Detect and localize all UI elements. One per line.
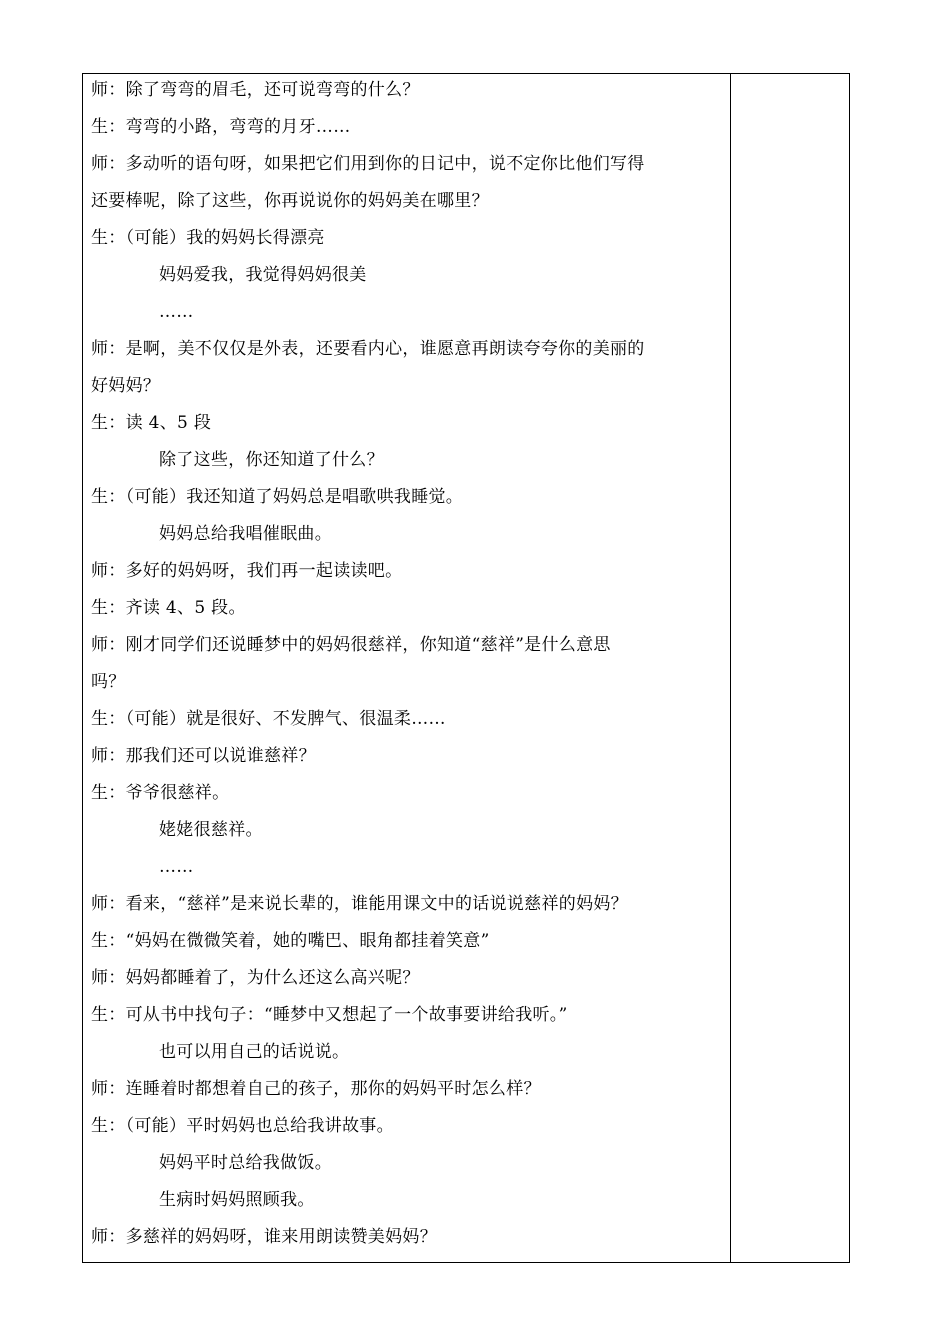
notes-cell: [731, 74, 849, 1262]
dialogue-line: 师：连睡着时都想着自己的孩子，那你的妈妈平时怎么样？: [91, 1079, 541, 1099]
dialogue-line: 妈妈总给我唱催眠曲。: [159, 524, 332, 544]
dialogue-line: 师：多慈祥的妈妈呀，谁来用朗读赞美妈妈？: [91, 1227, 437, 1247]
dialogue-line: 生：（可能）就是很好、不发脾气、很温柔……: [91, 709, 446, 729]
dialogue-line: 师：是啊，美不仅仅是外表，还要看内心，谁愿意再朗读夸夸你的美丽的: [91, 339, 645, 359]
dialogue-line: 生：“妈妈在微微笑着，她的嘴巴、眼角都挂着笑意”: [91, 931, 490, 951]
lesson-table: [82, 73, 850, 1263]
dialogue-line: 妈妈爱我，我觉得妈妈很美: [159, 265, 367, 285]
dialogue-line: 也可以用自己的话说说。: [159, 1042, 350, 1062]
dialogue-line: 吗？: [91, 672, 126, 692]
dialogue-line: 生：弯弯的小路，弯弯的月牙……: [91, 117, 351, 137]
dialogue-line: ……: [159, 302, 194, 322]
dialogue-line: 生：齐读 4、5 段。: [91, 598, 246, 618]
dialogue-line: 生：爷爷很慈祥。: [91, 783, 230, 803]
dialogue-line: 生：（可能）我的妈妈长得漂亮: [91, 228, 325, 248]
dialogue-line: 生：（可能）我还知道了妈妈总是唱歌哄我睡觉。: [91, 487, 464, 507]
dialogue-line: 师：那我们还可以说谁慈祥？: [91, 746, 316, 766]
dialogue-line: 师：看来，“慈祥”是来说长辈的，谁能用课文中的话说说慈祥的妈妈？: [91, 894, 628, 914]
dialogue-line: ……: [159, 857, 194, 877]
dialogue-line: 妈妈平时总给我做饭。: [159, 1153, 332, 1173]
dialogue-line: 师：除了弯弯的眉毛，还可说弯弯的什么？: [91, 80, 420, 100]
dialogue-line: 生：可从书中找句子：“睡梦中又想起了一个故事要讲给我听。”: [91, 1005, 568, 1025]
dialogue-line: 师：妈妈都睡着了，为什么还这么高兴呢？: [91, 968, 420, 988]
lesson-content-cell: [91, 74, 721, 1259]
dialogue-line: 姥姥很慈祥。: [159, 820, 263, 840]
dialogue-line: 生：读 4、5 段: [91, 413, 212, 433]
dialogue-line: 好妈妈？: [91, 376, 161, 396]
dialogue-line: 还要棒呢，除了这些，你再说说你的妈妈美在哪里？: [91, 191, 489, 211]
dialogue-line: 生：（可能）平时妈妈也总给我讲故事。: [91, 1116, 394, 1136]
dialogue-line: 师：多好的妈妈呀，我们再一起读读吧。: [91, 561, 403, 581]
dialogue-line: 师：刚才同学们还说睡梦中的妈妈很慈祥，你知道“慈祥”是什么意思: [91, 635, 611, 655]
dialogue-line: 生病时妈妈照顾我。: [159, 1190, 315, 1210]
dialogue-line: 师：多动听的语句呀，如果把它们用到你的日记中，说不定你比他们写得: [91, 154, 645, 174]
dialogue-line: 除了这些，你还知道了什么？: [159, 450, 384, 470]
